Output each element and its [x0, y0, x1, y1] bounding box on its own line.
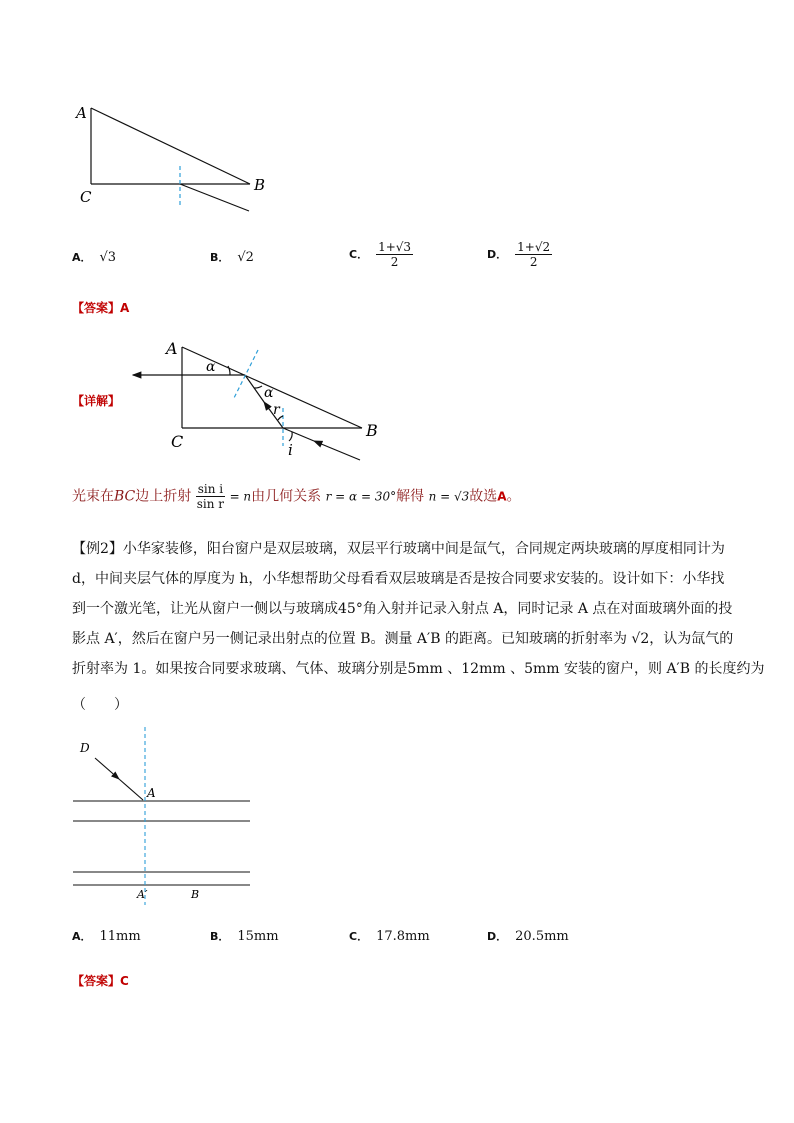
q1-answer: A	[120, 301, 130, 315]
q1-explanation-eq2: r = α = 30°	[325, 489, 397, 504]
label-b: B	[254, 176, 266, 194]
q1-options-0-value: √3	[99, 250, 117, 265]
q2-fig-a: A	[147, 786, 156, 800]
answer-2	[72, 972, 129, 989]
option-c[interactable]	[349, 928, 430, 944]
q2-options-0-letter: A．	[72, 930, 92, 943]
option-d[interactable]	[487, 928, 569, 944]
q1-explanation-eq3: n = √3	[428, 489, 470, 504]
q2-lines-2: 到一个激光笔，让光从窗户一侧以与玻璃成45°角入射并记录入射点 A，同时记录 A 点在对面玻璃外面的投	[72, 601, 733, 617]
q2-options-3-value: 20.5mm	[515, 929, 569, 944]
q1-options-1-value: √2	[237, 250, 254, 265]
q1-options-1-letter: B．	[210, 251, 230, 264]
option-c[interactable]	[349, 240, 413, 269]
q1-explanation-p5: 故选	[469, 488, 498, 505]
q1-detail_fig-c: C	[171, 432, 184, 451]
q1-explanation-den: sin r	[196, 497, 225, 511]
q2-fig-b: B	[191, 888, 200, 901]
q2-lines-1: d，中间夹层气体的厚度为 h，小华想帮助父母看看双层玻璃是否是按合同要求安装的。设计如下：小华找	[72, 571, 725, 587]
q1-detail_fig-a: A	[166, 339, 178, 358]
q2-fig-d: D	[80, 741, 90, 755]
option-a[interactable]	[72, 249, 116, 265]
q1-answer_label: 【答案】	[72, 301, 121, 315]
q2-lines-5: （ ）	[72, 697, 128, 713]
option-b[interactable]	[210, 928, 279, 944]
q2-options-2-value: 17.8mm	[376, 929, 430, 944]
q1-explanation-num: sin i	[197, 482, 224, 496]
q1-detail_fig-alpha1: α	[206, 359, 216, 375]
q1-explanation-p2: 边上折射	[135, 488, 192, 505]
q1-explanation-end: 。	[506, 488, 521, 505]
triangle-figure-1	[91, 108, 250, 211]
label-a: A	[76, 104, 87, 122]
q2-lines-3: 影点 A′，然后在窗户另一侧记录出射点的位置 B。测量 A′B 的距离。已知玻璃的折射率为 √2，认为氙气的	[72, 631, 734, 647]
q2-lines-0: 【例2】小华家装修，阳台窗户是双层玻璃，双层平行玻璃中间是氙气，合同规定两块玻璃的厚度相同计为	[72, 541, 725, 557]
q1-detail_fig-r: r	[273, 402, 280, 418]
label-c: C	[80, 188, 92, 206]
q1-options-0-letter: A．	[72, 251, 92, 264]
q1-explanation-p1: 光束在	[72, 488, 114, 505]
option-b[interactable]	[210, 249, 254, 265]
q1-options-3-den: 2	[529, 255, 538, 269]
explanation	[72, 482, 521, 511]
q1-explanation-eq1: = n	[229, 489, 252, 504]
q1-detail_fig-b: B	[366, 421, 378, 440]
question-2-text	[72, 534, 765, 720]
option-a[interactable]	[72, 928, 141, 944]
q1-options-2-letter: C．	[349, 248, 369, 261]
q2-fig-a_prime: A′	[137, 888, 148, 901]
q2-lines-4: 折射率为 1。如果按合同要求玻璃、气体、玻璃分别是5mm 、12mm 、5mm 安装的窗户，则 A′B 的长度约为	[72, 661, 765, 677]
detail-label: 【详解】	[72, 394, 121, 408]
q1-explanation-ans: A	[497, 489, 507, 504]
q1-explanation-p3: 由几何关系	[251, 488, 322, 505]
glass-figure	[73, 727, 250, 905]
q1-explanation-p4: 解得	[396, 488, 425, 505]
q1-detail_fig-alpha2: α	[264, 385, 274, 401]
q1-options-3-num: 1+√2	[517, 240, 551, 254]
q2-answer_label: 【答案】	[72, 974, 121, 988]
answer-1	[72, 299, 129, 316]
q1-detail_fig-i: i	[288, 441, 293, 459]
q2-options-2-letter: C．	[349, 930, 369, 943]
q2-options-1-value: 15mm	[237, 929, 279, 944]
triangle-figure-detail	[133, 347, 362, 460]
q1-options-2-num: 1+√3	[378, 240, 412, 254]
q2-options-0-value: 11mm	[99, 929, 141, 944]
q2-options-3-letter: D．	[487, 930, 508, 943]
q1-options-3-letter: D．	[487, 248, 508, 261]
q1-explanation-bc: BC	[114, 488, 136, 505]
q2-options-1-letter: B．	[210, 930, 230, 943]
q1-options-2-den: 2	[390, 255, 399, 269]
q2-answer: C	[120, 974, 129, 988]
option-d[interactable]	[487, 240, 552, 269]
